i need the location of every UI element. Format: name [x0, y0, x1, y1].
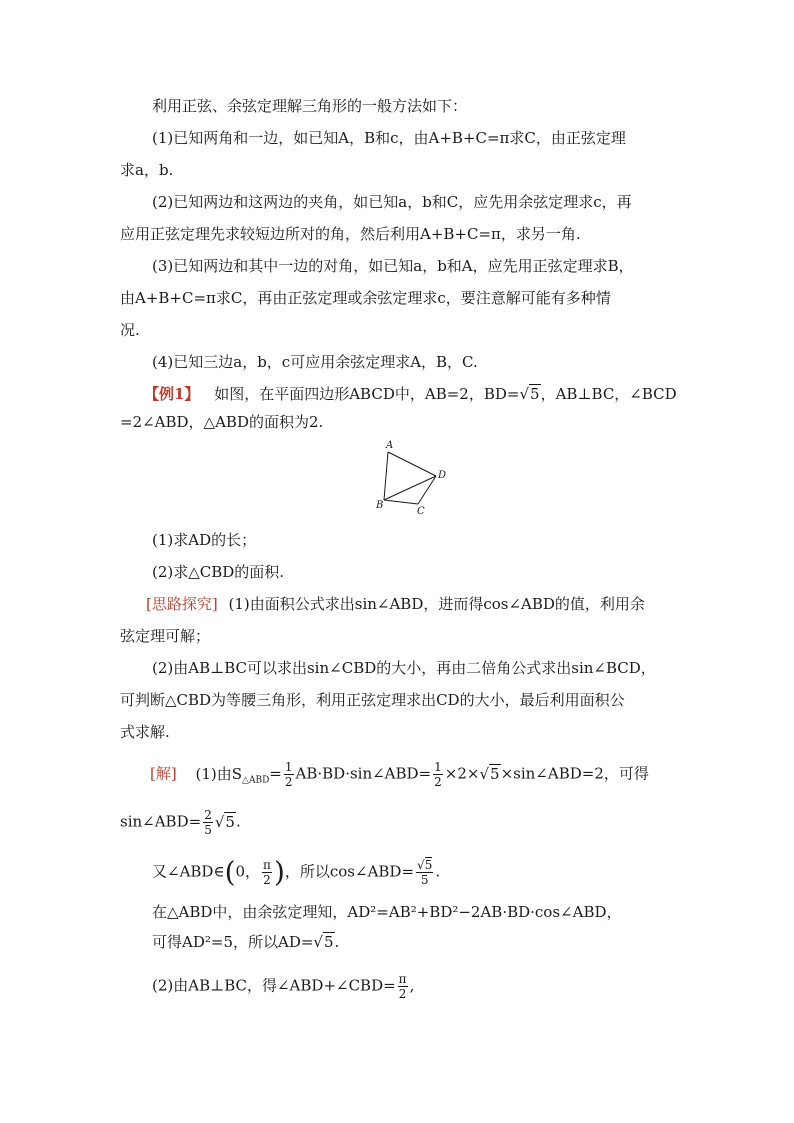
edge-ab — [384, 452, 388, 500]
solution-line-5: 可得AD²=5，所以AD=√5. — [152, 933, 340, 951]
method-3-line-1: (3)已知两边和其中一边的对角，如已知a，b和A，应先用正弦定理求B， — [152, 257, 634, 275]
question-2: (2)求△CBD的面积. — [152, 563, 285, 581]
hint-line-5: 式求解. — [120, 723, 170, 741]
quadrilateral-figure — [372, 438, 462, 518]
solution-label: [解] — [150, 764, 177, 783]
method-2-line-2: 应用正弦定理先求较短边所对的角，然后利用A+B+C=π，求另一角. — [120, 225, 581, 243]
fraction-one-half: $\frac{1}{2}$ — [284, 760, 293, 789]
intro-text: 利用正弦、余弦定理解三角形的一般方法如下： — [152, 97, 468, 115]
method-1-line-1: (1)已知两角和一边，如已知A，B和c，由A+B+C=π求C，由正弦定理 — [152, 129, 626, 147]
hint-line-4: 可判断△CBD为等腰三角形，利用正弦定理求出CD的大小，最后利用面积公 — [120, 691, 625, 709]
label-a: A — [386, 440, 394, 451]
example-label: 【例1】 — [144, 385, 200, 403]
fraction-pi-half: $\frac{\pi}{2}$ — [263, 858, 271, 887]
hint-label: [思路探究] — [146, 595, 218, 613]
hint-line-2: 弦定理可解； — [120, 627, 211, 645]
method-4-line: (4)已知三边a，b，c可应用余弦定理求A，B，C. — [152, 353, 478, 371]
fraction-pi-half-2: $\frac{\pi}{2}$ — [398, 972, 407, 1001]
example-line-1: 【例1】 如图，在平面四边形ABCD中，AB=2，BD=√5，AB⊥BC，∠BCD — [144, 385, 677, 403]
solution-line-1: [解] (1)由$S_{\triangle ABD}=$ $\frac{1}{2}$ AB·BD·sin∠ABD= $\frac{1}{2}$ ×2×√5×sin∠ABD=2，可得 — [150, 760, 649, 789]
hint-line-1: [思路探究] (1)由面积公式求出sin∠ABD，进而得cos∠ABD的值，利用余 — [146, 595, 645, 613]
solution-line-2: sin∠ABD= $\frac{2}{5}$ √5. — [120, 808, 241, 837]
sqrt-5: √5 — [519, 385, 540, 403]
solution-line-3: 又∠ABD∈(0， $\frac{\pi}{2}$ )，所以cos∠ABD= $\frac{√5}{5}$ . — [152, 855, 441, 889]
solution-line-4: 在△ABD中，由余弦定理知，AD²=AB²+BD²−2AB·BD·cos∠ABD， — [152, 903, 622, 921]
solution-line-6: (2)由AB⊥BC，得∠ABD+∠CBD= $\frac{\pi}{2}$ , — [152, 972, 415, 1001]
label-c: C — [417, 506, 425, 517]
edge-ad — [388, 452, 436, 476]
fraction-two-fifths: $\frac{2}{5}$ — [204, 808, 212, 837]
fraction-one-half-2: $\frac{1}{2}$ — [434, 760, 442, 789]
hint-line-3: (2)由AB⊥BC可以求出sin∠CBD的大小，再由二倍角公式求出sin∠BCD， — [152, 659, 656, 677]
method-3-line-2: 由A+B+C=π求C，再由正弦定理或余弦定理求c，要注意解可能有多种情 — [120, 289, 611, 307]
method-2-line-1: (2)已知两边和这两边的夹角，如已知a，b和C，应先用余弦定理求c，再 — [152, 193, 632, 211]
example-line-2: =2∠ABD，△ABD的面积为2. — [120, 413, 324, 431]
method-3-line-3: 况. — [120, 321, 140, 339]
method-1-line-2: 求a，b. — [120, 161, 174, 179]
label-d: D — [438, 470, 447, 481]
question-1: (1)求AD的长； — [152, 531, 257, 549]
label-b: B — [376, 500, 384, 511]
edge-bc — [384, 500, 418, 504]
fraction-sqrt5-over-5: $\frac{√5}{5}$ — [417, 858, 433, 887]
